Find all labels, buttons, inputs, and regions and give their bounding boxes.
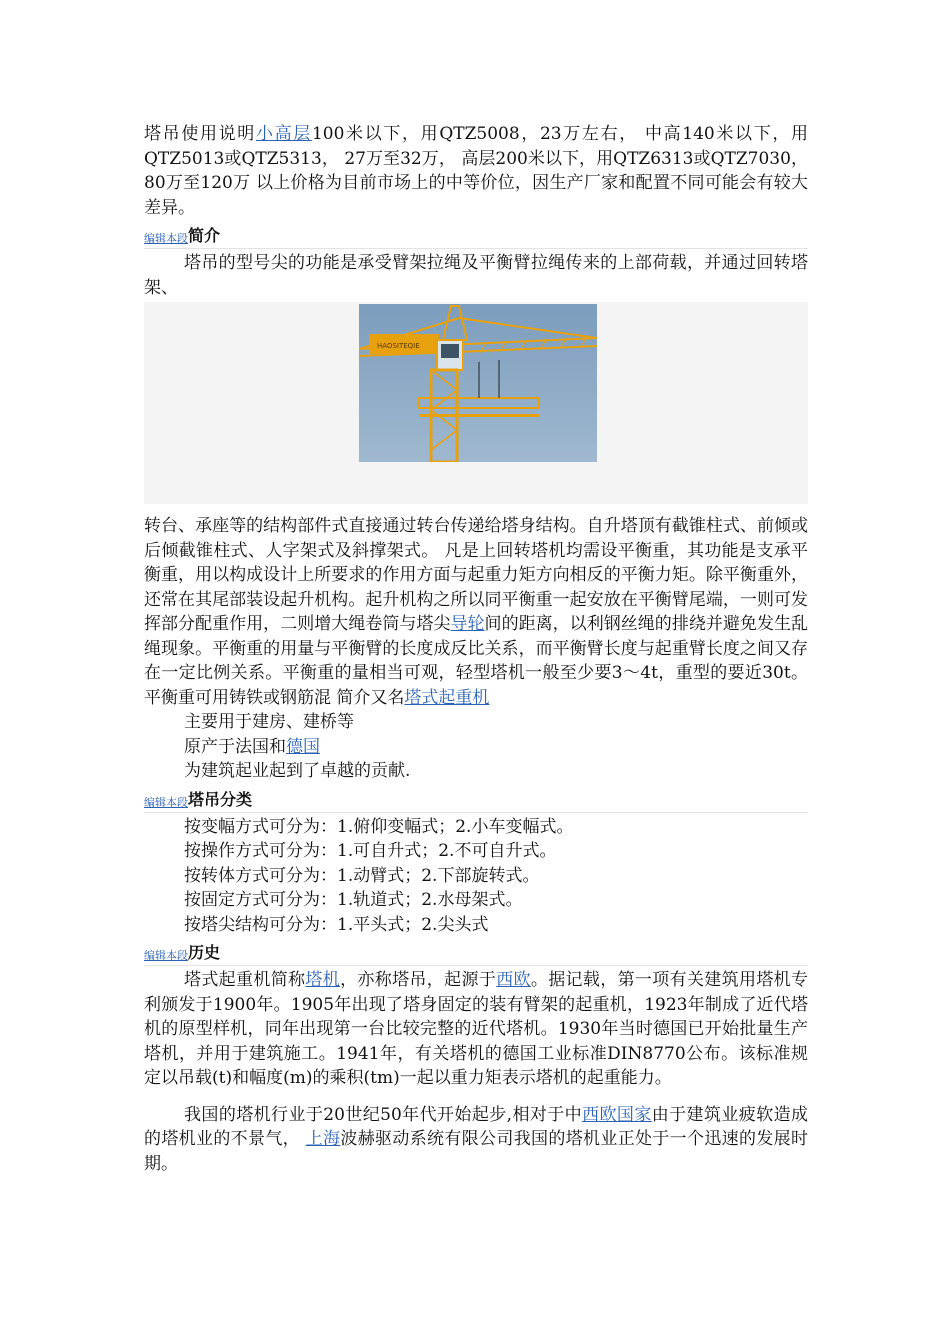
section-title: 历史	[188, 943, 221, 962]
list-item: 按变幅方式可分为：1.俯仰变幅式；2.小车变幅式。	[184, 816, 574, 837]
list-item: 按固定方式可分为：1.轨道式；2.水母架式。	[184, 890, 523, 910]
edit-section-button[interactable]: 编辑本段	[144, 232, 188, 245]
paragraph: 转台、承座等的结构部件式直接通过转台传递给塔身结构。自升塔顶有截锥柱式、前倾或后倾截锥柱式、人字架式及斜撑架式。 凡是上回转塔机均需设平衡重，其功能是支承平衡重，用以构成设计上所要求的作用方面与起重力矩方向相反的平衡力矩。除平衡重外，还常在其尾部装设起升机构。起升机构之所以同平衡重一起安放在平衡臂尾端，一则可发挥部分配重作用，二则增大绳卷筒与塔尖导轮间的距离，以利钢丝绳的排绕并避免发生乱绳现象。平衡重的用量与平衡臂的长度成反比关系，而平衡臂长度与起重臂长度之间又存在一定比例关系。平衡重的量相当可观，轻型塔机一般至少要3～4t，重型的要近30t。平衡重可用铸铁或钢筋混 简介又名塔式起重机	[144, 516, 809, 708]
tower-crane-image	[359, 304, 597, 462]
paragraph: 塔吊的型号尖的功能是承受臂架拉绳及平衡臂拉绳传来的上部荷载，并通过回转塔架、	[144, 253, 808, 298]
list-line: 为建筑起业起到了卓越的贡献.	[184, 761, 411, 781]
list-item: 按转体方式可分为：1.动臂式；2.下部旋转式。	[184, 865, 540, 886]
section-header-history	[144, 939, 808, 966]
image-frame	[144, 302, 808, 504]
section-header-intro	[144, 222, 808, 249]
crane-sign-text: HAOSITEQIE	[377, 342, 420, 350]
list-line: 主要用于建房、建桥等	[184, 712, 354, 732]
link-shanghai[interactable]: 上海	[305, 1129, 341, 1149]
list-item: 按塔尖结构可分为：1.平头式；2.尖头式	[184, 914, 489, 935]
edit-section-button[interactable]: 编辑本段	[144, 949, 188, 962]
link-western-europe[interactable]: 西欧国家	[582, 1104, 652, 1125]
edit-section-button[interactable]: 编辑本段	[144, 795, 188, 809]
list-line: 原产于法国和德国	[184, 736, 320, 757]
link-tower-crane[interactable]: 塔式起重机	[404, 687, 490, 708]
link-daolun[interactable]: 导轮	[450, 614, 485, 634]
link-xiaogaoceng[interactable]: 小高层	[255, 124, 312, 144]
paragraph: 塔式起重机简称塔机，亦称塔吊，起源于西欧。据记载，第一项有关建筑用塔机专利颁发于1900年。1905年出现了塔身固定的装有臂架的起重机，1923年制成了近代塔机的原型样机，同年出现第一台比较完整的近代塔机。1930年当时德国已开始批量生产塔机，并用于建筑施工。1941年，有关塔机的德国工业标准DIN8770公布。该标准规定以吊载(t)和幅度(m)的乘积(tm)一起以重力矩表示塔机的起重能力。	[144, 970, 809, 1088]
section-header-classification	[144, 786, 808, 813]
paragraph: 我国的塔机行业于20世纪50年代开始起步,相对于中西欧国家由于建筑业疲软造成的塔机业的不景气， 上海波赫驱动系统有限公司我国的塔机业正处于一个迅速的发展时期。	[144, 1104, 809, 1174]
document-page	[144, 122, 808, 1176]
list-item: 按操作方式可分为：1.可自升式；2.不可自升式。	[184, 841, 557, 861]
link-taji[interactable]: 塔机	[305, 970, 341, 990]
link-germany[interactable]: 德国	[286, 736, 320, 757]
link-xiou[interactable]: 西欧	[496, 970, 531, 990]
intro-paragraph: 塔吊使用说明小高层100米以下，用QTZ5008，23万左右， 中高140米以下，用QTZ5013或QTZ5313， 27万至32万， 高层200米以下，用QTZ6313或QTZ7030，80万至120万 以上价格为目前市场上的中等价位，因生产厂家和配置不同可能会有较大差异。	[144, 124, 809, 218]
section-title: 简介	[188, 226, 221, 245]
section-title: 塔吊分类	[188, 789, 253, 809]
